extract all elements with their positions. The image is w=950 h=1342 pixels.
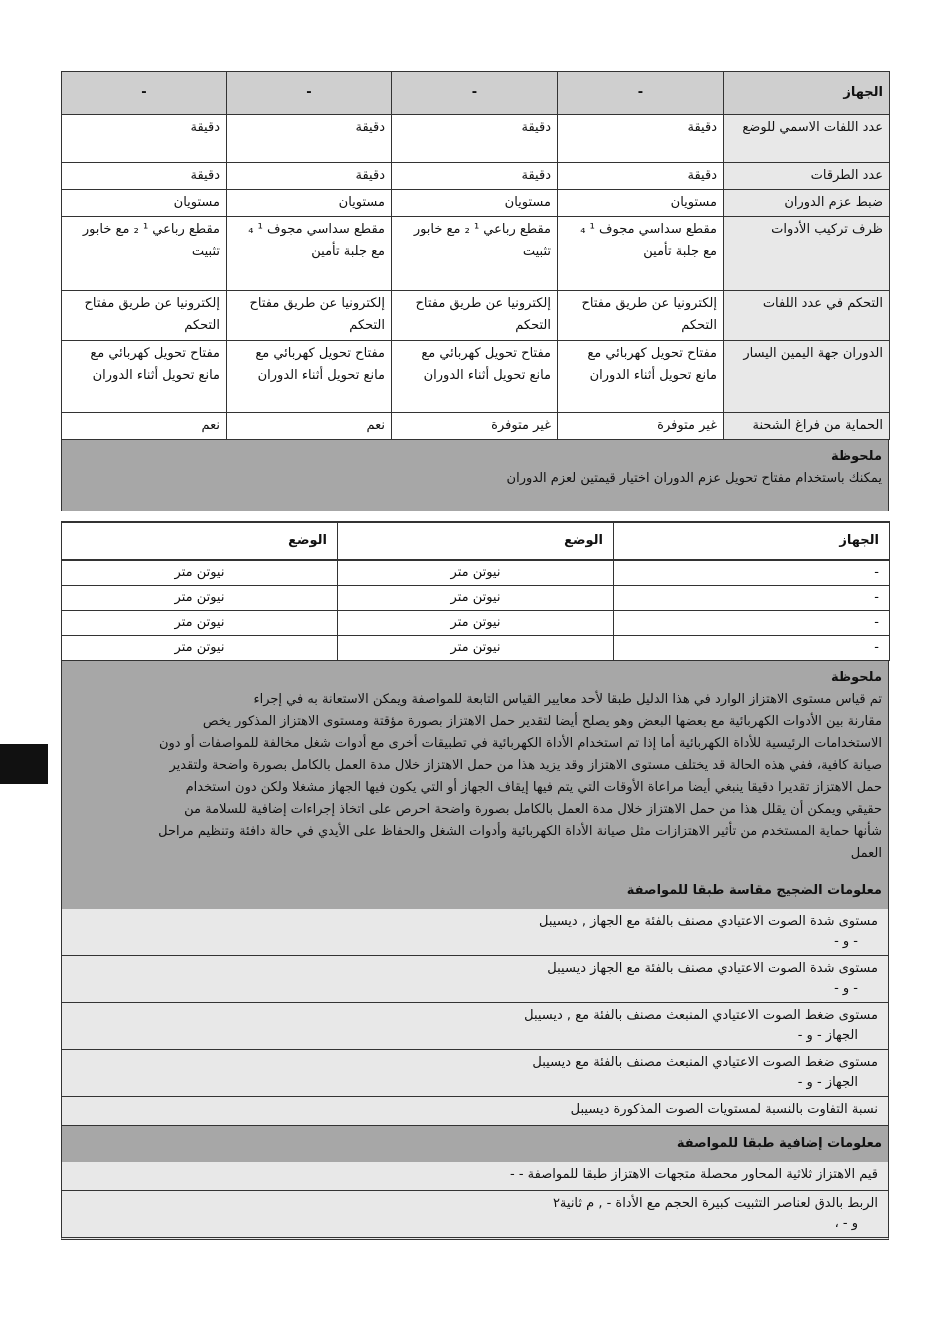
extra-row: [61, 1191, 889, 1240]
spec-row-label: عدد اللفات الاسمي للوضع: [724, 115, 890, 163]
note-line: الاستخدامات الرئيسية للأداة الكهربائية أما إذا تم استخدام الأداة الكهربائية في تطبيقات أخرى مع أدوات شغل مخالفة للمواصفات أو دون: [158, 736, 882, 751]
torque-device: -: [614, 560, 890, 586]
torque-mode2: نيوتن متر: [62, 586, 338, 611]
spec-cell: مستويان: [62, 190, 227, 217]
noise-line: - و -: [834, 981, 858, 996]
spec-row: [62, 291, 890, 341]
spec-cell: دقيقة: [392, 163, 558, 190]
spec-cell: إلكترونيا عن طريق مفتاح التحكم: [62, 291, 227, 341]
note-line: صيانة كافية، ففي هذه الحالة قد يختلف مستوى الاهتزاز وقد يزيد هذا من حمل الاهتزاز خلال مدة العمل بالكامل بصورة واضحة ولتقدير: [169, 758, 882, 773]
extra-line: قيم الاهتزاز ثلاثية المحاور محصلة متجهات الاهتزاز طبقا للمواصفة - -: [510, 1167, 878, 1182]
noise-line: مستوى شدة الصوت الاعتيادي مصنف بالفئة مع الجهاز ديسيبل: [547, 961, 878, 976]
torque-header-row: [62, 522, 890, 560]
noise-line: الجهاز - و -: [797, 1075, 858, 1090]
noise-row: [61, 1050, 889, 1097]
noise-row: [61, 909, 889, 956]
torque-row: [62, 586, 890, 611]
note-line: حمل الاهتزاز تقديرا دقيقا ينبغي أيضا مراعاة الأوقات التي يتم فيها إيقاف الجهاز أو التي يكون فيها الجهاز مشغلا ولكن دون استخدام: [185, 780, 882, 795]
spec-row: [62, 217, 890, 291]
torque-header-mode2: الوضع: [62, 522, 338, 560]
spec-cell: مستويان: [227, 190, 392, 217]
spec-cell: إلكترونيا عن طريق مفتاح التحكم: [227, 291, 392, 341]
note-line: تم قياس مستوى الاهتزاز الوارد في هذا الدليل طبقا لأحد معايير القياس التابعة للمواصفة ويمكن الاستعانة به في إجراء: [253, 692, 882, 707]
noise-line: - و -: [834, 934, 858, 949]
torque-header-mode1: الوضع: [338, 522, 614, 560]
spec-row: [62, 413, 890, 440]
spec-cell: مفتاح تحويل كهربائي مع مانع تحويل أثناء الدوران: [227, 341, 392, 413]
noise-line: مستوى ضغط الصوت الاعتيادي المنبعث مصنف بالفئة مع , ديسيبل: [524, 1008, 878, 1023]
spec-row: [62, 190, 890, 217]
noise-section-title: معلومات الضجيج مقاسة طبقا للمواصفة: [61, 873, 889, 909]
spec-cell: مقطع سداسي مجوف ¹ ₄ مع جلبة تأمين: [558, 217, 724, 291]
spec-header-row: [62, 72, 890, 115]
torque-note: [61, 440, 889, 511]
spec-cell: مفتاح تحويل كهربائي مع مانع تحويل أثناء الدوران: [558, 341, 724, 413]
spec-row-label: ضبط عزم الدوران: [724, 190, 890, 217]
device-col-1: -: [558, 72, 724, 115]
extra-line: و - ،: [834, 1216, 858, 1231]
noise-row: [61, 1003, 889, 1050]
torque-device: -: [614, 636, 890, 661]
spec-row: [62, 163, 890, 190]
spec-cell: مستويان: [392, 190, 558, 217]
spec-row: [62, 115, 890, 163]
spec-cell: غير متوفرة: [558, 413, 724, 440]
spec-cell: دقيقة: [392, 115, 558, 163]
spec-cell: دقيقة: [227, 163, 392, 190]
page-edge-tab: [0, 744, 48, 784]
torque-mode2: نيوتن متر: [62, 611, 338, 636]
noise-line: نسبة التفاوت بالنسبة لمستويات الصوت المذكورة ديسيبل: [570, 1102, 878, 1117]
spec-cell: مفتاح تحويل كهربائي مع مانع تحويل أثناء الدوران: [62, 341, 227, 413]
torque-header-device: الجهاز: [614, 522, 890, 560]
note-line: شأنها حماية المستخدم من تأثير الاهتزازات مثل صيانة الأداة الكهربائية وأدوات الشغل والحفاظ على الأيدي في حالة دافئة وتنظيم مراحل: [158, 824, 882, 839]
spec-cell: دقيقة: [62, 163, 227, 190]
torque-row: [62, 560, 890, 586]
spec-row-label: ظرف تركيب الأدوات: [724, 217, 890, 291]
torque-table: [61, 521, 890, 661]
spec-cell: مفتاح تحويل كهربائي مع مانع تحويل أثناء الدوران: [392, 341, 558, 413]
spec-cell: مقطع رباعي ¹ ₂ مع خابور تثبيت: [62, 217, 227, 291]
spec-row-label: الدوران جهة اليمين اليسار: [724, 341, 890, 413]
spec-row-label: الحماية من فراغ الشحنة: [724, 413, 890, 440]
note-line: العمل: [850, 846, 882, 861]
noise-line: مستوى شدة الصوت الاعتيادي مصنف بالفئة مع الجهاز , ديسيبل: [539, 914, 878, 929]
vibration-note: [61, 661, 889, 873]
noise-row: [61, 956, 889, 1003]
spec-cell: إلكترونيا عن طريق مفتاح التحكم: [392, 291, 558, 341]
spec-cell: مستويان: [558, 190, 724, 217]
torque-mode1: نيوتن متر: [338, 611, 614, 636]
note-line: مقارنة بين الأدوات الكهربائية مع بعضها البعض وهو يصلح أيضا لتقدير حمل الاهتزاز بصورة مؤقتة ومستوى الاهتزاز المذكور يخص: [202, 714, 882, 729]
spec-row: [62, 341, 890, 413]
spec-cell: غير متوفرة: [392, 413, 558, 440]
extra-section-title: معلومات إضافية طبقا للمواصفة: [61, 1126, 889, 1162]
device-col-4: -: [62, 72, 227, 115]
note-title: ملحوظة: [830, 449, 882, 464]
torque-device: -: [614, 611, 890, 636]
noise-row: [61, 1097, 889, 1126]
spec-cell: إلكترونيا عن طريق مفتاح التحكم: [558, 291, 724, 341]
spec-cell: دقيقة: [558, 115, 724, 163]
spec-cell: مقطع سداسي مجوف ¹ ₄ مع جلبة تأمين: [227, 217, 392, 291]
extra-line: الربط بالدق لعناصر التثبيت كبيرة الحجم مع الأداة - , م ثانية٢: [552, 1196, 878, 1211]
noise-line: الجهاز - و -: [797, 1028, 858, 1043]
device-col-3: -: [227, 72, 392, 115]
torque-mode1: نيوتن متر: [338, 636, 614, 661]
device-label: الجهاز: [724, 72, 890, 115]
spec-cell: دقيقة: [558, 163, 724, 190]
spec-row-label: التحكم في عدد اللفات: [724, 291, 890, 341]
extra-row: [61, 1162, 889, 1191]
noise-line: مستوى ضغط الصوت الاعتيادي المنبعث مصنف بالفئة مع ديسيبل: [532, 1055, 878, 1070]
torque-mode1: نيوتن متر: [338, 586, 614, 611]
note-text: يمكنك باستخدام مفتاح تحويل عزم الدوران اختيار قيمتين لعزم الدوران: [506, 471, 882, 486]
spec-cell: دقيقة: [227, 115, 392, 163]
note-line: حقيقي ويمكن أن يقلل هذا من حمل الاهتزاز خلال مدة العمل بالكامل بصورة واضحة احرص على اتخاذ إجراءات إضافية للسلامة من: [184, 802, 882, 817]
spec-cell: نعم: [227, 413, 392, 440]
spec-cell: مقطع رباعي ¹ ₂ مع خابور تثبيت: [392, 217, 558, 291]
spec-page: [61, 71, 889, 1240]
torque-mode1: نيوتن متر: [338, 560, 614, 586]
spec-row-label: عدد الطرقات: [724, 163, 890, 190]
torque-row: [62, 611, 890, 636]
torque-mode2: نيوتن متر: [62, 636, 338, 661]
spec-cell: نعم: [62, 413, 227, 440]
torque-device: -: [614, 586, 890, 611]
torque-mode2: نيوتن متر: [62, 560, 338, 586]
torque-row: [62, 636, 890, 661]
device-col-2: -: [392, 72, 558, 115]
spec-cell: دقيقة: [62, 115, 227, 163]
note-title: ملحوظة: [830, 670, 882, 685]
spec-table: [61, 71, 890, 440]
